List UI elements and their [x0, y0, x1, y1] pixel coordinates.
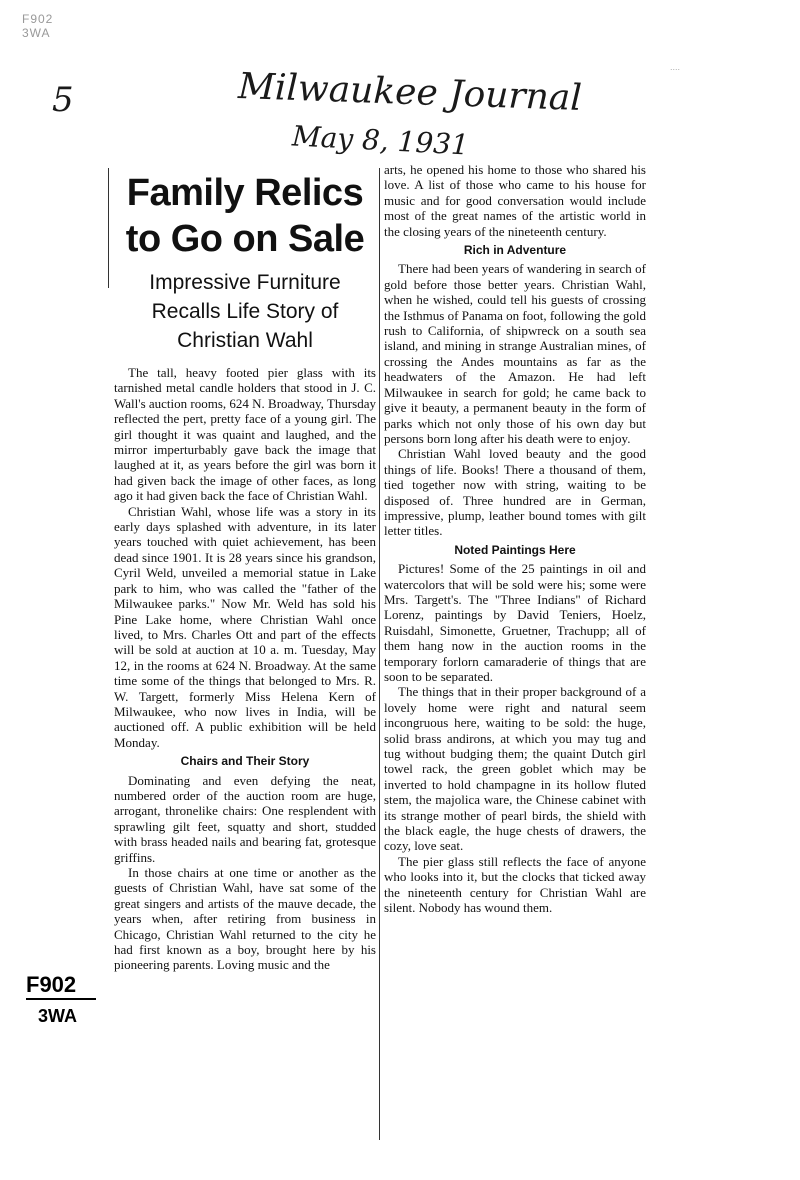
headline: Family Relics to Go on Sale	[125, 172, 365, 260]
paragraph: Pictures! Some of the 25 paintings in oil and watercolors that will be sold were his; some were Mrs. Targett's. The "Three Indians" of Richard Lorenz, paintings by David Teniers, Hoelz, Ruisdahl, Simonette, Gruetner, Trachupp; all of them hang now in the auction rooms in the temporary forlorn camaraderie of things that are soon to be separated.	[384, 561, 646, 684]
paragraph: The tall, heavy footed pier glass with its tarnished metal candle holders that stood in J. C. Wall's auction rooms, 624 N. Broadway, Thursday reflected the pert, pretty face of a young girl. The girl thought it was quaint and laughed, and the mirror imperturbably gave back the image that laughed at it, as years before the girl was born it had given back the image of other faces, as long ago it had given back the face of Christian Wahl.	[114, 365, 376, 504]
page-number: 5	[52, 80, 74, 120]
subheadline: Impressive Furniture Recalls Life Story of Christian Wahl	[149, 271, 341, 352]
faint-mark: ....	[670, 62, 681, 72]
paragraph: The things that in their proper background of a lovely home were right and natural seem incongruous here, waiting to be sold: the huge, solid brass andirons, at which you may tug and tug without budging them; the quaint Dutch girl towel rack, the green goblet which may be inverted to hold champagne in its hollow fluted stem, the majolica ware, the Chinese cabinet with its strange mother of pearl birds, the shield with the black eagle, the huge chests of drawers, the cozy, love seat.	[384, 684, 646, 854]
margin-note-underline	[26, 998, 96, 1000]
margin-note-line-1: F902	[26, 972, 77, 997]
handwritten-date: May 8, 1931	[291, 119, 470, 162]
right-column	[384, 162, 646, 916]
paragraph: There had been years of wandering in search of gold before those better years. Christian Wahl, when he wished, could tell his guests of crossing the Isthmus of Panama on foot, following the gold rush to California, of shipwreck on a south sea island, and mining in strange Australian mines, of crossing the Andes mountains as far as the headwaters of the Amazon. He had left Milwaukee in search for gold; he came back to give it beauty, a permanent beauty in the form of parks which not only those of his own day but persons born long after his death were to enjoy.	[384, 261, 646, 446]
section-heading-chairs: Chairs and Their Story	[180, 754, 310, 769]
paragraph: Christian Wahl loved beauty and the good things of life. Books! There a thousand of them, tied together now with string, waiting to be disposed of. Three hundred are in German, impressive, plump, leather bound tomes with gilt letter titles.	[384, 446, 646, 539]
left-column	[114, 170, 376, 973]
paragraph: In those chairs at one time or another as the guests of Christian Wahl, have sat some of the great singers and artists of the mauve decade, the years when, after retiring from business in Chicago, Christian Wahl returned to the city he had first known as a boy, brought here by his pioneering parents. Loving music and the	[114, 865, 376, 973]
stamp-line-1: F902	[22, 12, 54, 26]
paragraph: arts, he opened his home to those who shared his love. A list of those who came to his house for music and for good conversation would include most of the great names of the artistic world in the closing years of the nineteenth century.	[384, 162, 646, 239]
section-heading-paintings: Noted Paintings Here	[454, 542, 576, 557]
stamp-line-2: 3WA	[22, 26, 51, 40]
left-edge-rule	[108, 168, 109, 288]
margin-note-line-2: 3WA	[38, 1006, 78, 1026]
section-heading-adventure: Rich in Adventure	[463, 243, 567, 258]
archive-stamp-top	[22, 12, 53, 40]
column-rule	[379, 168, 380, 1140]
paragraph: Dominating and even defying the neat, numbered order of the auction room are huge, arrogant, thronelike chairs: One resplendent with sprawling gilt feet, squatty and short, studded with brass headed nails and bearing fat, grotesque griffins.	[114, 772, 376, 865]
paragraph: The pier glass still reflects the face of anyone who looks into it, but the clocks that ticked away the nineteenth century for Christian Wahl are silent. Nobody has wound them.	[384, 853, 646, 916]
paragraph: Christian Wahl, whose life was a story in its early days splashed with adventure, in its later years touched with quiet achievement, has been dead since 1901. It is 28 years since his grandson, Cyril Weld, unveiled a memorial statue in Lake park to him, who was called the "father of the Milwaukee parks." Now Mr. Weld has sold his Pine Lake home, where Christian Wahl once lived, to Mrs. Charles Ott and part of the effects will be sold at auction at 10 a. m. Tuesday, May 12, in the rooms at 624 N. Broadway. At the same time some of the things that belonged to Mrs. R. W. Targett, formerly Miss Helena Kern of Milwaukee, who now lives in India, will be auctioned off. A public exhibition will be held Monday.	[114, 503, 376, 750]
handwritten-publication: Milwaukee Journal	[237, 66, 583, 119]
